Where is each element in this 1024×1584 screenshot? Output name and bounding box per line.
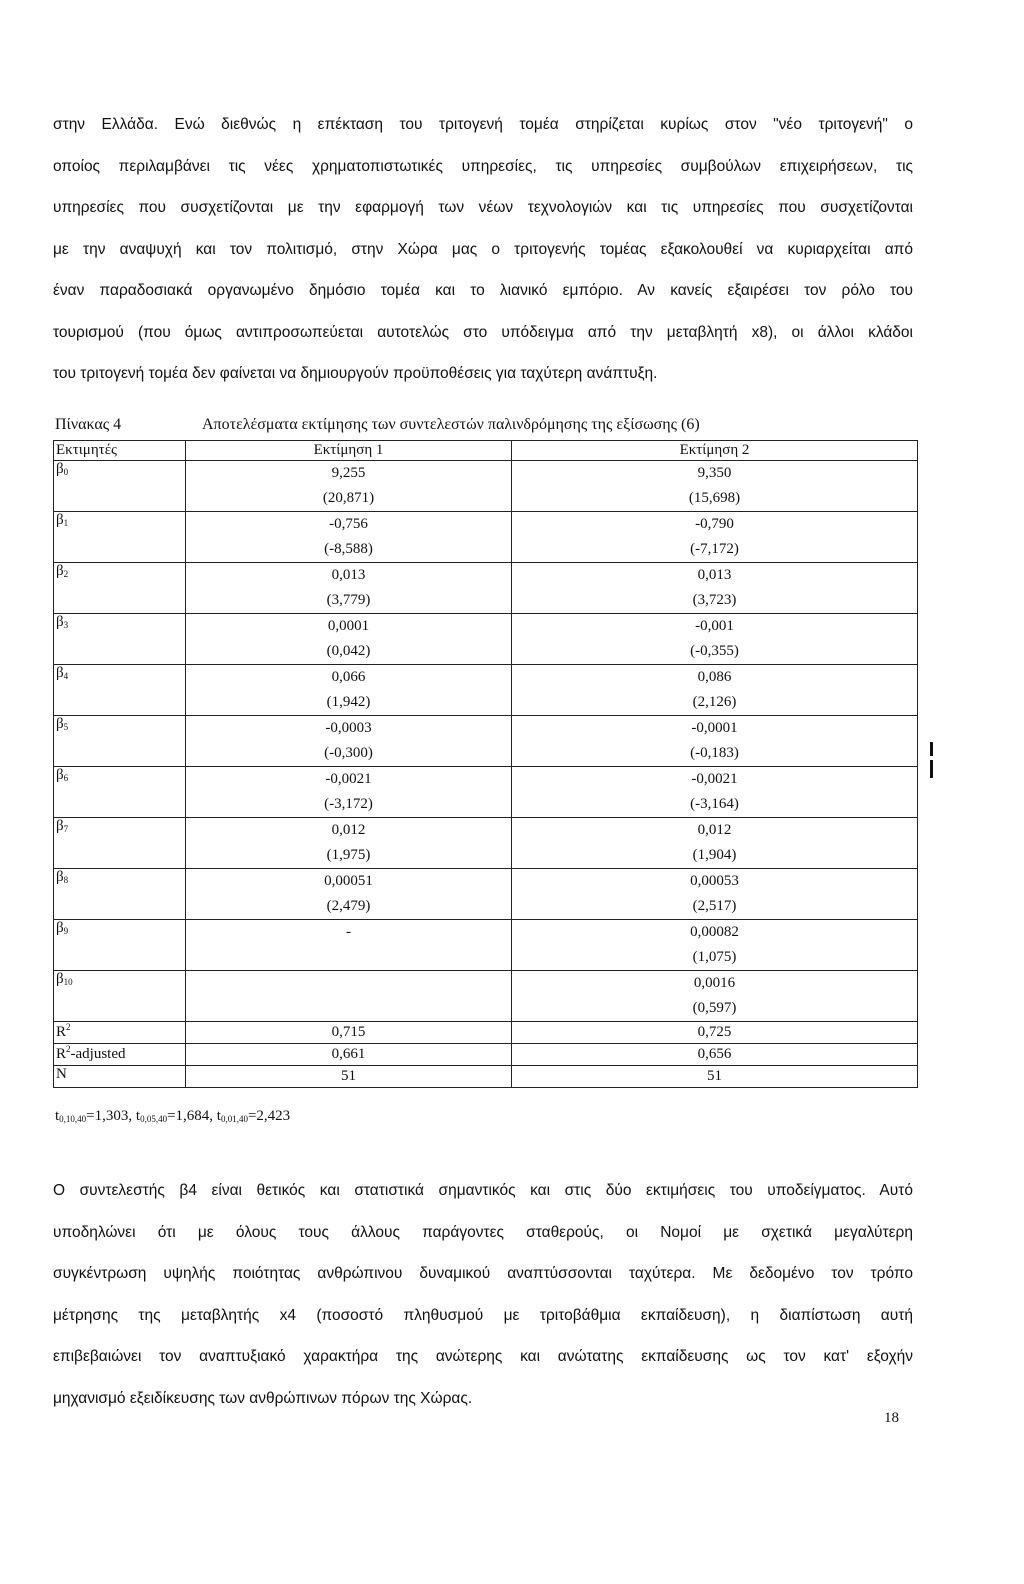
coefficient-row xyxy=(54,818,918,869)
estimate-1-cell xyxy=(186,971,512,1022)
table-title: Αποτελέσματα εκτίμησης των συντελεστών παλινδρόμησης της εξίσωσης (6) xyxy=(202,416,700,433)
estimator-cell xyxy=(54,563,186,614)
text-line: υποδηλώνει ότι με όλους τους άλλους παράγοντες σταθερούς, οι Νομοί με σχετικά μεγαλύτερη xyxy=(53,1223,913,1241)
estimate-1-value xyxy=(186,971,511,996)
estimate-2-cell xyxy=(512,869,918,920)
estimator-cell xyxy=(54,869,186,920)
statistic-label: R xyxy=(56,1024,67,1040)
estimator-symbol: β xyxy=(56,512,64,528)
estimator-subscript: 9 xyxy=(63,926,69,936)
coefficient-row xyxy=(54,563,918,614)
coefficient-row xyxy=(54,614,918,665)
page-number: 18 xyxy=(884,1410,899,1426)
statistic-label-cell xyxy=(54,1022,186,1044)
statistic-value-cell xyxy=(186,1022,512,1044)
text-line: του τριτογενή τομέα δεν φαίνεται να δημιουργούν προϋποθέσεις για ταχύτερη ανάπτυξη. xyxy=(53,365,658,382)
estimate-2-cell xyxy=(512,665,918,716)
estimate-1-tstat xyxy=(186,945,511,970)
table-header-row xyxy=(54,441,918,461)
estimate-2-cell xyxy=(512,512,918,563)
t-subscript: 0,05,40 xyxy=(140,1114,168,1124)
estimate-1-cell xyxy=(186,920,512,971)
estimate-1-value: -0,0021 xyxy=(325,771,372,787)
coefficient-rows xyxy=(54,461,918,1022)
estimator-cell xyxy=(54,971,186,1022)
table-label: Πίνακας 4 xyxy=(55,416,122,433)
text-line: τουρισμού (που όμως αντιπροσωπεύεται αυτοτελώς στο υπόδειγμα από την μεταβλητή x8), οι άλλοι κλάδοι xyxy=(53,323,913,341)
estimate-2-tstat: (1,075) xyxy=(692,949,737,965)
statistic-value-2: 0,656 xyxy=(697,1046,732,1062)
estimate-1-cell xyxy=(186,716,512,767)
estimator-symbol: β xyxy=(56,614,64,630)
header-estimators: Εκτιμητές xyxy=(54,441,186,461)
estimate-2-value: -0,0001 xyxy=(691,720,738,736)
estimate-2-tstat: (-0,355) xyxy=(690,643,739,659)
estimator-subscript: 1 xyxy=(63,518,69,528)
estimate-2-tstat: (2,126) xyxy=(692,694,737,710)
text-line: υπηρεσίες που συσχετίζονται με την εφαρμογή των νέων τεχνολογιών και τις υπηρεσίες που συσχετίζονται xyxy=(53,199,913,216)
text-line: μηχανισμό εξειδίκευσης των ανθρώπινων πόρων της Χώρας. xyxy=(53,1389,473,1407)
estimate-1-value: 0,00051 xyxy=(324,873,373,889)
estimate-2-cell xyxy=(512,716,918,767)
estimate-1-tstat: (1,975) xyxy=(326,847,371,863)
estimate-2-value: 9,350 xyxy=(697,465,732,481)
text-line: επιβεβαιώνει τον αναπτυξιακό χαρακτήρα της ανώτερης και ανώτατης εκπαίδευσης ως τον κατ' εξοχήν xyxy=(53,1348,913,1365)
estimate-2-value: 0,00053 xyxy=(690,873,739,889)
coefficient-row xyxy=(54,716,918,767)
estimate-1-value: - xyxy=(346,924,351,940)
coefficient-row xyxy=(54,767,918,818)
estimator-cell xyxy=(54,512,186,563)
statistic-label-cell xyxy=(54,1066,186,1088)
estimate-1-cell xyxy=(186,512,512,563)
estimate-2-value: -0,001 xyxy=(695,618,734,634)
text-line: οποίος περιλαμβάνει τις νέες χρηματοπιστωτικές υπηρεσίες, τις υπηρεσίες συμβούλων επιχειρήσεων, τις xyxy=(53,157,913,175)
header-estimate-2: Εκτίμηση 2 xyxy=(512,441,918,461)
estimate-1-value: 0,012 xyxy=(331,822,366,838)
estimator-symbol: β xyxy=(56,971,64,987)
estimate-2-tstat: (15,698) xyxy=(688,490,741,506)
table-caption xyxy=(55,412,925,438)
statistic-label: N xyxy=(56,1066,67,1082)
coefficient-row xyxy=(54,920,918,971)
t-subscript: 0,10,40 xyxy=(59,1114,87,1124)
coefficient-row xyxy=(54,869,918,920)
text-line: μέτρησης της μεταβλητής x4 (ποσοστό πληθυσμού με τριτοβάθμια εκπαίδευση), η διαπίστωση αυτή xyxy=(53,1306,913,1324)
estimate-1-cell xyxy=(186,461,512,512)
estimator-subscript: 10 xyxy=(63,977,73,987)
statistic-value-1: 0,715 xyxy=(331,1024,366,1040)
estimate-2-value: -0,790 xyxy=(695,516,734,532)
statistic-label-cell xyxy=(54,1044,186,1066)
statistic-value-2: 51 xyxy=(707,1068,722,1084)
text-line: έναν παραδοσιακά οργανωμένο δημόσιο τομέα και το λιανικό εμπόριο. Αν κανείς εξαιρέσει τον ρόλο του xyxy=(53,282,913,299)
estimate-1-cell xyxy=(186,767,512,818)
estimate-1-value: -0,0003 xyxy=(325,720,372,736)
estimate-2-cell xyxy=(512,971,918,1022)
statistic-value-cell xyxy=(186,1044,512,1066)
text-line: στην Ελλάδα. Ενώ διεθνώς η επέκταση του τριτογενή τομέα στηρίζεται κυρίως στον "νέο τριτογενή" ο xyxy=(53,116,913,133)
statistic-value-1: 51 xyxy=(341,1068,356,1084)
estimate-1-cell xyxy=(186,614,512,665)
statistic-superscript: 2 xyxy=(66,1022,71,1032)
estimate-1-tstat: (-8,588) xyxy=(324,541,373,557)
statistic-row xyxy=(54,1022,918,1044)
estimate-2-value: 0,013 xyxy=(697,567,732,583)
estimator-subscript: 2 xyxy=(63,569,69,579)
estimator-symbol: β xyxy=(56,818,64,834)
t-value: =1,303, xyxy=(86,1108,136,1124)
t-value: =2,423 xyxy=(247,1108,291,1124)
estimate-2-tstat: (-3,164) xyxy=(690,796,739,812)
estimate-1-tstat: (-3,172) xyxy=(324,796,373,812)
estimate-1-value: 0,0001 xyxy=(327,618,370,634)
estimate-2-cell xyxy=(512,818,918,869)
estimator-subscript: 3 xyxy=(63,620,69,630)
header-estimate-1: Εκτίμηση 1 xyxy=(186,441,512,461)
estimates-table xyxy=(53,440,918,1088)
estimator-cell xyxy=(54,716,186,767)
estimator-cell xyxy=(54,818,186,869)
estimate-1-tstat: (1,942) xyxy=(326,694,371,710)
estimate-2-value: -0,0021 xyxy=(691,771,738,787)
statistic-rows xyxy=(54,1022,918,1088)
estimate-2-tstat: (3,723) xyxy=(692,592,737,608)
critical-values-note: $t_{0,10,40}=1,303$, $t_{0,05,40}=1,684$, $t_{0,01,40}=2,423$ xyxy=(55,1108,291,1124)
estimator-subscript: 5 xyxy=(63,722,69,732)
estimate-2-cell xyxy=(512,767,918,818)
estimator-symbol: β xyxy=(56,767,64,783)
estimator-cell xyxy=(54,614,186,665)
coefficient-row xyxy=(54,971,918,1022)
estimate-1-cell xyxy=(186,818,512,869)
estimate-1-tstat: (20,871) xyxy=(322,490,375,506)
estimate-2-cell xyxy=(512,920,918,971)
statistic-value-1: 0,661 xyxy=(331,1046,366,1062)
estimate-1-tstat: (3,779) xyxy=(326,592,371,608)
discussion-paragraph xyxy=(53,1170,913,1419)
estimate-2-tstat: (1,904) xyxy=(692,847,737,863)
estimate-1-value: 0,013 xyxy=(331,567,366,583)
statistic-suffix: -adjusted xyxy=(70,1046,126,1062)
t-value: =1,684, xyxy=(167,1108,217,1124)
statistic-row xyxy=(54,1066,918,1088)
estimator-subscript: 7 xyxy=(63,824,69,834)
estimate-1-cell xyxy=(186,665,512,716)
statistic-row xyxy=(54,1044,918,1066)
estimate-2-tstat: (0,597) xyxy=(692,1000,737,1016)
text-line: με την αναψυχή και τον πολιτισμό, στην Χώρα μας ο τριτογενής τομέας εξακολουθεί να κυριαρχείται από xyxy=(53,240,913,258)
estimator-symbol: β xyxy=(56,920,64,936)
estimator-symbol: β xyxy=(56,665,64,681)
estimate-2-value: 0,0016 xyxy=(693,975,736,991)
estimator-subscript: 8 xyxy=(63,875,69,885)
estimate-1-tstat: (0,042) xyxy=(326,643,371,659)
estimate-1-value: 9,255 xyxy=(331,465,366,481)
estimate-1-value: -0,756 xyxy=(329,516,368,532)
estimator-subscript: 4 xyxy=(63,671,69,681)
estimator-symbol: β xyxy=(56,716,64,732)
estimator-subscript: 6 xyxy=(63,773,69,783)
estimator-cell xyxy=(54,665,186,716)
estimate-2-cell xyxy=(512,614,918,665)
estimate-1-tstat xyxy=(186,996,511,1021)
estimate-2-cell xyxy=(512,461,918,512)
estimate-2-value: 0,012 xyxy=(697,822,732,838)
estimator-symbol: β xyxy=(56,563,64,579)
coefficient-row xyxy=(54,461,918,512)
estimator-cell xyxy=(54,920,186,971)
estimate-1-tstat: (-0,300) xyxy=(324,745,373,761)
text-line: Ο συντελεστής β4 είναι θετικός και στατιστικά σημαντικός και στις δύο εκτιμήσεις του υποδείγματος. Αυτό xyxy=(53,1182,913,1199)
estimate-2-tstat: (2,517) xyxy=(692,898,737,914)
statistic-superscript: 2 xyxy=(66,1044,71,1054)
intro-paragraph xyxy=(53,104,913,395)
estimate-1-cell xyxy=(186,869,512,920)
statistic-value-cell xyxy=(512,1022,918,1044)
estimator-symbol: β xyxy=(56,869,64,885)
estimate-2-tstat: (-0,183) xyxy=(690,745,739,761)
statistic-value-cell xyxy=(186,1066,512,1088)
estimate-1-cell xyxy=(186,563,512,614)
statistic-value-cell xyxy=(512,1066,918,1088)
estimator-cell xyxy=(54,461,186,512)
statistic-label: R xyxy=(56,1046,67,1062)
coefficient-row xyxy=(54,665,918,716)
estimate-2-cell xyxy=(512,563,918,614)
estimate-1-tstat: (2,479) xyxy=(326,898,371,914)
statistic-value-2: 0,725 xyxy=(697,1024,732,1040)
estimator-cell xyxy=(54,767,186,818)
estimate-1-value: 0,066 xyxy=(331,669,366,685)
estimate-2-tstat: (-7,172) xyxy=(690,541,739,557)
t-subscript: 0,01,40 xyxy=(220,1114,248,1124)
statistic-value-cell xyxy=(512,1044,918,1066)
estimator-subscript: 0 xyxy=(63,467,69,477)
estimator-symbol: β xyxy=(56,461,64,477)
coefficient-row xyxy=(54,512,918,563)
estimate-2-value: 0,00082 xyxy=(690,924,739,940)
scan-mark xyxy=(930,760,933,778)
text-line: συγκέντρωση υψηλής ποιότητας ανθρώπινου δυναμικού αναπτύσσονται ταχύτερα. Με δεδομένο τον τρόπο xyxy=(53,1265,913,1282)
estimate-2-value: 0,086 xyxy=(697,669,732,685)
scan-mark xyxy=(930,742,933,756)
